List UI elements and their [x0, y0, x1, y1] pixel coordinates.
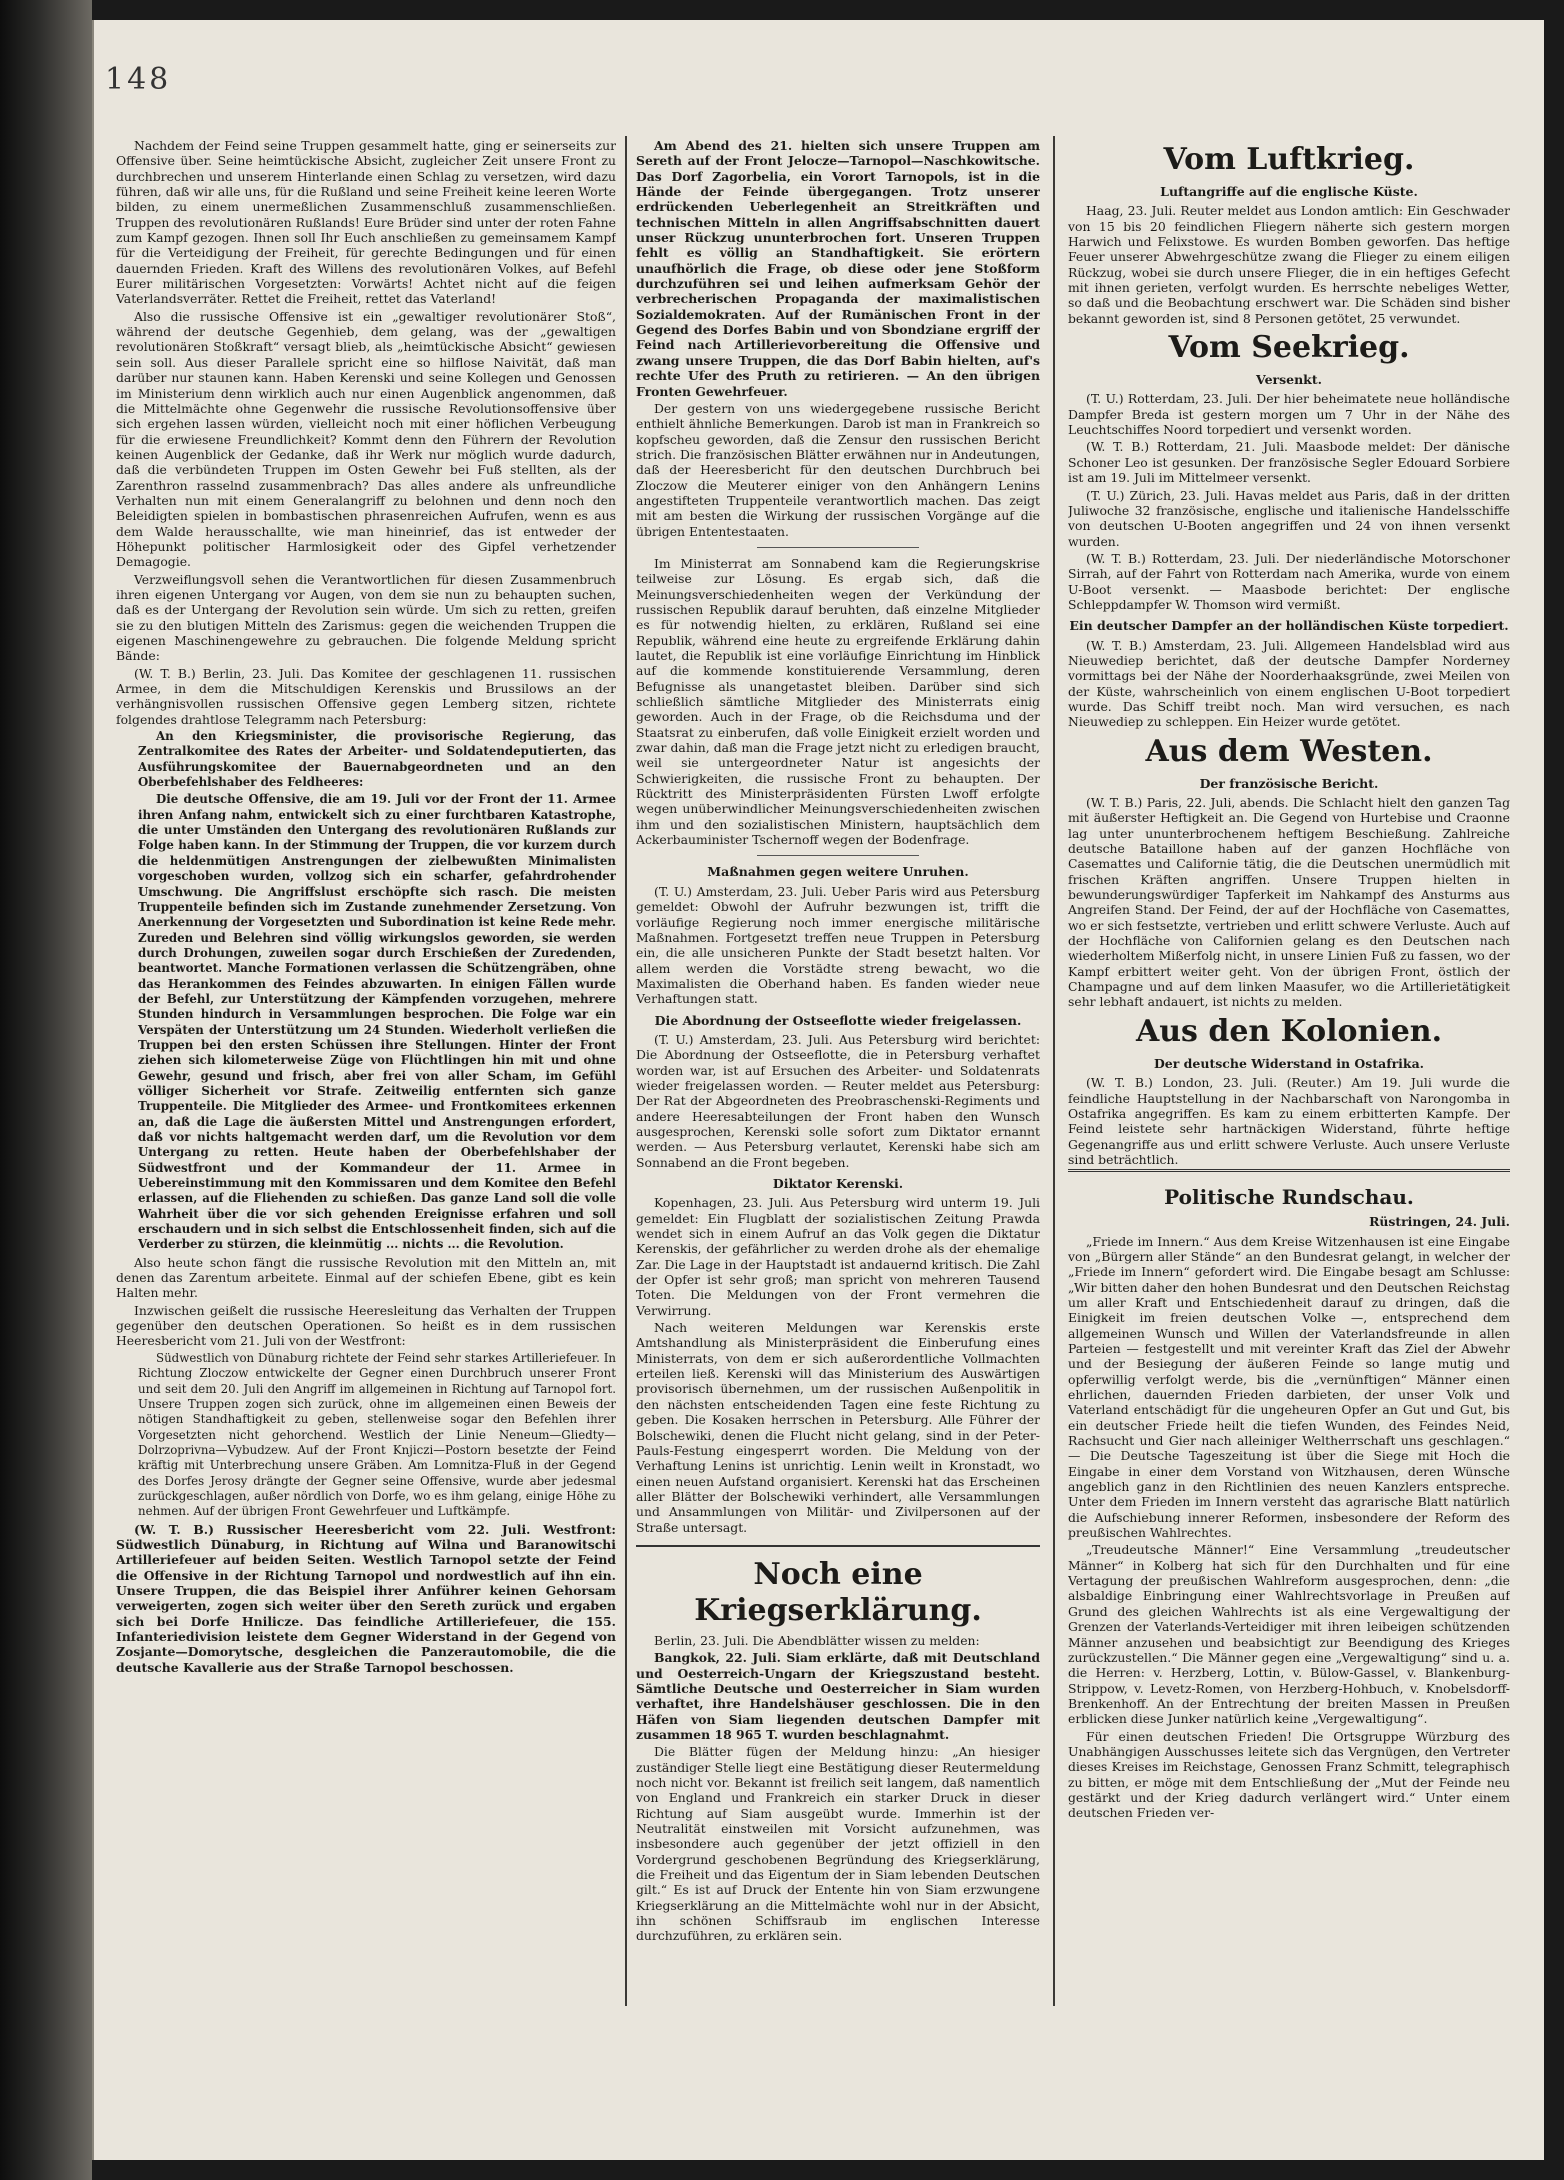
headline: Politische Rundschau. [1164, 1185, 1414, 1210]
headline: Aus dem Westen. [1145, 733, 1433, 769]
article-paragraph: (W. T. B.) Rotterdam, 23. Juli. Der niederländische Motorschoner Sirrah, auf der Fahrt von Rotterdam nach Amerika, wurde von einem U-Boot versenkt. — Maasbode berichtet: Der englische Schleppdampfer W. Thomson wird vermißt. [1068, 550, 1510, 612]
article-paragraph: Also heute schon fängt die russische Revolution mit den Mitteln an, mit denen das Zarentum arbeitete. Einmal auf der schiefen Ebene, gibt es kein Halten mehr. [116, 1254, 616, 1301]
article-paragraph: Für einen deutschen Frieden! Die Ortsgruppe Würzburg des Unabhängigen Ausschusses leitete sich das Vergnügen, den Vertreter dieses Kreises im Reichstage, Genossen Franz Schmitt, telegraphisch zu bitten, er möge mit dem Entschließung der „Mut der Feinde neu gestärkt und der Krieg dadurch verlängert wird.“ Unter einem deutschen Frieden ver- [1068, 1728, 1510, 1821]
article-paragraph: (W. T. B.) Amsterdam, 23. Juli. Allgemeen Handelsblad wird aus Nieuwediep berichtet, daß der deutsche Dampfer Norderney vormittags bei der Nähe der Noorderhaaksgründe, zwei Meilen von der Küste, wahrscheinlich von einem englischen U-Boot torpediert wurde. Das Schiff treibt noch. Man wird versuchen, es nach Nieuwediep zu schleppen. Ein Heizer wurde getötet. [1068, 637, 1510, 730]
article-paragraph: (W. T. B.) London, 23. Juli. (Reuter.) Am 19. Juli wurde die feindliche Hauptstellung in der Nachbarschaft von Narongomba in Ostafrika angegriffen. Es kam zu einem erbitterten Kampfe. Der Feind leistete sehr hartnäckigen Widerstand, führte heftige Gegenangriffe aus und erlitt schwere Verluste. Auch unsere Verluste sind beträchtlich. [1068, 1075, 1510, 1167]
section-subheading: Der französische Bericht. [1199, 775, 1379, 791]
army-report: Südwestlich von Dünaburg richtete der Feind sehr starkes Artilleriefeuer. In Richtung Zloczow entwickelte der Gegner einen Durchbruch unserer Front und seit dem 20. Juli den Angriff im allgemeinen in Richtung auf Tarnopol fort. Unsere Truppen zogen sich zurück, ohne im allgemeinen einen Beweis der nötigen Standhaftigkeit zu geben, stellenweise sogar den Befehlen ihrer Vorgesetzten nicht gehorchend. Westlich der Linie Neneum—Gliedty—Dolrzoprivna—Vybudzew. Auf der Front Knjiczi—Postorn besetzte der Feind kräftig mit Unterbrechung unsere Gräben. Am Lomnitza-Fluß in der Gegend des Dorfes Jerosy drängte der Gegner seine Offensive, wurde aber jedesmal zurückgeschlagen, außer nördlich von Dorfe, wo es ihm gelang, einige Höhe zu nehmen. Auf der übrigen Front Gewehrfeuer und Luftkämpfe. [138, 1350, 616, 1519]
article-paragraph: Kopenhagen, 23. Juli. Aus Petersburg wird unterm 19. Juli gemeldet: Ein Flugblatt der sozialistischen Zeitung Prawda wendet sich in einem Aufruf an das Volk gegen die Diktatur Kerenskis, der gefährlicher zu werden drohe als der ehemalige Zar. Die Lage in der Hauptstadt ist andauernd kritisch. Die Zahl der Opfer ist sehr groß; man spricht von mehreren Tausend Toten. Die Meldungen von der Front vermehren die Verwirrung. [636, 1195, 1040, 1318]
article-paragraph: Im Ministerrat am Sonnabend kam die Regierungskrise teilweise zur Lösung. Es ergab sich, daß die Meinungsverschiedenheiten wegen der Verkündung der russischen Republik darauf beruhten, daß einzelne Mitglieder es für notwendig hielten, zu erklären, Rußland sei eine Republik, während eine heute zu ergreifende Erklärung dahin lautet, die Republik ist eine vorläufige Einrichtung im Hinblick auf die kommende konstituierende Versammlung, deren Befugnisse als unangetastet bleiben. Darüber sind sich schließlich sämtliche Mitglieder des Ministerrats einig geworden. Auch in der Frage, ob die Reichsduma und der Staatsrat zu einberufen, daß volle Einigkeit erzielt worden und zwar dahin, daß man die Frage jetzt nicht zu erledigen braucht, weil sie untergeordneter Natur ist angesichts der Schwierigkeiten, die russische Front zu behaupten. Der Rücktritt des Ministerpräsidenten Fürsten Lwoff erfolgte wegen unüberwindlicher Meinungsverschiedenheiten zwischen ihm und den sozialistischen Ministern, hauptsächlich dem Ackerbauminister Tschernoff wegen der Bodenfrage. [636, 555, 1040, 848]
article-paragraph: Haag, 23. Juli. Reuter meldet aus London amtlich: Ein Geschwader von 15 bis 20 feindlichen Fliegern näherte sich gestern morgen Harwich und Felixstowe. Es wurden Bomben geworfen. Das heftige Feuer unserer Abwehrgeschütze zwang die Flieger zu einem eiligen Rückzug, wobei sie durch unsere Flieger, die in ein heftiges Gefecht mit ihnen gerieten, verfolgt wurden. Es herrschte nebeliges Wetter, so daß und die Beobachtung erschwert war. Die Schäden sind bisher bekannt geworden ist, sind 8 Personen getötet, 25 verwundet. [1068, 203, 1510, 326]
article-paragraph: Nachdem der Feind seine Truppen gesammelt hatte, ging er seinerseits zur Offensive über. Seine heimtückische Absicht, zugleicher Zeit unsere Front zu durchbrechen und unserem Hinterlande einen Schlag zu versetzen, wird dazu führen, daß wir alle uns, für die Rußland und seine Freiheit keine leeren Worte bilden, zu einem unermeßlichen Zusammenschluß zusammenschließen. Truppen des revolutionären Rußlands! Eure Brüder sind unter der roten Fahne zum Kampf gezogen. Ihnen soll Ihr Euch anschließen zu gemeinsamem Kampf für die Verteidigung der Freiheit, für gerechte Bedingungen und für einen dauernden Frieden. Kraft des Willens des revolutionären Volkes, auf Befehl Eurer militärischen Vorgesetzten: Vorwärts! Achtet nicht auf die feigen Vaterlandsverräter. Rettet die Freiheit, rettet das Vaterland! [116, 138, 616, 307]
telegram-body: Die deutsche Offensive, die am 19. Juli vor der Front der 11. Armee ihren Anfang nahm, entwickelt sich zu einer furchtbaren Katastrophe, die unter Umständen den Untergang des revolutionären Rußlands zur Folge haben kann. In der Stimmung der Truppen, die vor kurzem durch die heldenmütigen Anstrengungen der zielbewußten Minimalisten vorgeschoben wurden, vollzog sich ein scharfer, gefahrdrohender Umschwung. Die Angriffslust erschöpfte sich rasch. Die meisten Truppenteile befinden sich im Zustande zunehmender Zersetzung. Von Anerkennung der Vorgesetzten und Subordination ist keine Rede mehr. Zureden und Belehren sind völlig wirkungslos geworden, sie werden durch Drohungen, zuweilen sogar durch Erschießen der Zuredenden, beantwortet. Manche Formationen verlassen die Schützengräben, ohne das Herankommen des Feindes abzuwarten. In einigen Fällen wurde der Befehl, zur Unterstützung der Kämpfenden vorzugehen, mehrere Stunden hindurch in Versammlungen besprochen. Die Folge war ein Verspäten der Unterstützung um 24 Stunden. Wiederholt verließen die Truppen bei den ersten Schüssen ihre Stellungen. Hinter der Front ziehen sich kilometerweise Züge von Flüchtlingen hin mit und ohne Gewehr, gesund und frisch, aber frei von aller Scham, im Gefühl völliger Sicherheit vor Strafe. Zeitweilig entfernten sich ganze Truppenteile. Die Mitglieder des Armee- und Frontkomitees erkennen an, daß die Lage die äußersten Mittel und Anstrengungen erfordert, daß vor nichts haltgemacht werden darf, um die Revolution vor dem Untergang zu retten. Heute haben der Oberbefehlshaber der Südwestfront und der Kommandeur der 11. Armee in Uebereinstimmung mit den Kommissaren und dem Komitee den Befehl erlassen, auf die Fliehenden zu schießen. Das ganze Land soll die volle Wahrheit über die vor sich gehenden Ereignisse erfahren und soll erschaudern und in sich selbst die Entschlossenheit finden, sich auf die Verderber zu stürzen, die kleinmütig ... nichts ... die Revolution. [138, 792, 616, 1252]
article-paragraph: Berlin, 23. Juli. Die Abendblätter wissen zu melden: [654, 1632, 980, 1648]
section-subheading: Luftangriffe auf die englische Küste. [1160, 184, 1418, 199]
headline: Vom Luftkrieg. [1163, 142, 1415, 177]
article-paragraph: Also die russische Offensive ist ein „gewaltiger revolutionärer Stoß“, während der deutsche Gegenhieb, dem gelang, was der „gewaltigen revolutionären Stoßkraft“ versagt blieb, als „heimtückische Absicht“ gewiesen sein soll. Aus dieser Parallele spricht eine so hilflose Naivität, daß man darüber nur staunen kann. Haben Kerenski und seine Kollegen und Genossen im Ministerium denn wirklich auch nur einen Augenblick angenommen, daß die Mittelmächte ohne Gegenwehr die russische Revolutionsoffensive über sich ergehen lassen würden, vielleicht noch mit einer höflichen Verbeugung für die erwiesene Freundlichkeit? Kommt denn den Führern der Revolution keinen Augenblick der Gedanke, daß ihr Werk nur möglich wurde dadurch, daß die verbündeten Truppen im Osten Gewehr bei Fuß stellten, als der Zarenthron rasselnd zusammenbrach? Das alles andere als unfreundliche Verhalten nun mit einem Generalangriff zu belohnen und denn noch den Beleidigten spielen in bombastischen phrasenreichen Aufrufen, wenn es aus dem Walde herausschallte, wie man hineinrief, das ist entweder der Höhepunkt politischer Harmlosigkeit oder des Gipfel verhetzender Demagogie. [116, 308, 616, 570]
column-1 [116, 138, 616, 2128]
section-heading: Die Abordnung der Ostseeflotte wieder freigelassen. [654, 1012, 1022, 1028]
column-2 [636, 138, 1040, 2128]
headline: Noch eine Kriegserklärung. [694, 1556, 982, 1628]
article-paragraph: Nach weiteren Meldungen war Kerenskis erste Amtshandlung als Ministerpräsident die Einberufung eines Ministerrats, von dem er sich außerordentliche Vollmachten erteilen ließ. Kerenski will das Ministerium des Auswärtigen provisorisch übernehmen, um der russischen Außenpolitik in den nächsten entscheidenden Tagen eine feste Richtung zu geben. Die Kosaken herrschen in Petersburg. Alle Führer der Bolschewiki, denen die Flucht nicht gelang, sind in der Peter-Pauls-Festung eingesperrt worden. Die Meldung von der Verhaftung Lenins ist unrichtig. Lenin weilt in Kronstadt, wo einen neuen Aufstand organisiert. Kerenski hat das Erscheinen aller Blätter der Bolschewiki verhindert, alle Versammlungen und Ansammlungen von Militär- und Zivilpersonen auf der Straße untersagt. [636, 1320, 1040, 1535]
book-binding [0, 0, 92, 2180]
article-paragraph: Am Abend des 21. hielten sich unsere Truppen am Sereth auf der Front Jelocze—Tarnopol—Naschkowitsche. Das Dorf Zagorbelia, ein Vorort Tarnopols, ist in die Hände der Feinde übergegangen. Trotz unserer erdrückenden Ueberlegenheit an Streitkräften und technischen Mitteln in allen Angriffsabschnitten dauert unser Rückzug ununterbrochen fort. Unseren Truppen fehlt es völlig an Standhaftigkeit. Sie erörtern unaufhörlich die Frage, ob diese oder jene Stoßform durchzuführen sei und leihen aufmerksam Gehör der verbrecherischen Propaganda der maximalistischen Sozialdemokraten. Auf der Rumänischen Front in der Gegend des Dorfes Babin und von Sbondziane ergriff der Feind nach Artillerievorbereitung die Offensive und zwang unsere Truppen, die das Dorf Babin hielten, auf's rechte Ufer des Pruth zu retirieren. — An den übrigen Fronten Gewehrfeuer. [636, 138, 1040, 399]
article-paragraph: (W. T. B.) Berlin, 23. Juli. Das Komitee der geschlagenen 11. russischen Armee, in dem die Mitschuldigen Kerenskis und Brussilows an der verhängnisvollen russischen Offensive gegen Lemberg sitzen, richtete folgendes drahtlose Telegramm nach Petersburg: [116, 665, 616, 727]
headline: Aus den Kolonien. [1135, 1013, 1443, 1049]
article-paragraph: (W. T. B.) Rotterdam, 21. Juli. Maasbode meldet: Der dänische Schoner Leo ist gesunken. Der französische Segler Edouard Sorbiere ist am 19. Juli im Mittelmeer versenkt. [1068, 439, 1510, 486]
section-subheading: Der deutsche Widerstand in Ostafrika. [1153, 1055, 1425, 1071]
article-paragraph: Verzweiflungsvoll sehen die Verantwortlichen für diesen Zusammenbruch ihren eigenen Untergang vor Augen, von dem sie nun zu behaupten suchen, daß es der Untergang der Revolution sein würde. Um sich zu retten, greifen sie zu den blutigen Mitteln des Zarismus: gegen die weichenden Truppen die eigenen Maschinengewehre zu gebrauchen. Die folgende Meldung spricht Bände: [116, 571, 616, 664]
column-rule [1053, 136, 1055, 2006]
article-paragraph: Der gestern von uns wiedergegebene russische Bericht enthielt ähnliche Bemerkungen. Darob ist man in Frankreich so kopfscheu geworden, daß die Zensur den russischen Bericht strich. Die französischen Blätter erwähnen nur in Andeutungen, daß der Heeresbericht für den deutschen Durchbruch bei Zloczow die Meuterer einiger von den Anhängern Lenins angestifteten Truppenteile verantwortlich machen. Das zeigt mit am besten die Wirkung der russischen Vorgänge auf die übrigen Ententestaaten. [636, 400, 1040, 539]
column-3 [1068, 138, 1510, 2128]
article-paragraph: „Treudeutsche Männer!“ Eine Versammlung „treudeutscher Männer“ in Kolberg hat sich für den Durchhalten und für eine Vertagung der preußischen Wahlreform ausgesprochen, denn: „die alsbaldige Einbringung einer Wahlrechtsvorlage in Preußen auf Grund des gleichen Wahlrechts ist als eine Vergewaltigung der Grenzen der Vaterlands-Verteidiger mit ihren leibeigen schützenden Männer anzusehen und beabsichtigt zur Beendigung des Krieges zurückzustellen.“ Die Männer gegen eine „Vergewaltigung“ sind u. a. die Herren: v. Herzberg, Lottin, v. Bülow-Gassel, v. Blankenburg-Strippow, v. Levetz-Romen, von Herzberg-Hohbuch, v. Knobelsdorff-Brenkenhoff. An der Entrechtung der breiten Massen in Preußen erblicken diese Junker natürlich keine „Vergewaltigung“. [1068, 1542, 1510, 1727]
dateline: Rüstringen, 24. Juli. [1369, 1214, 1510, 1230]
article-paragraph: (T. U.) Rotterdam, 23. Juli. Der hier beheimatete neue holländische Dampfer Breda ist gestern morgen um 7 Uhr in der Nähe des Leuchtschiffes Noord torpediert und versenkt worden. [1068, 391, 1510, 438]
divider [757, 547, 919, 548]
section-subheading: Versenkt. [1256, 372, 1322, 388]
article-paragraph: (T. U.) Amsterdam, 23. Juli. Ueber Paris wird aus Petersburg gemeldet: Obwohl der Aufruhr bezwungen ist, trifft die vorläufige Regierung noch immer energische militärische Maßnahmen. Fortgesetzt treffen neue Truppen in Petersburg ein, die alle unsicheren Punkte der Stadt besetzt halten. Vor allem werden die Vorstädte streng bewacht, wo die Maximalisten die Oberhand haben. Es fanden wieder neue Verhaftungen statt. [636, 883, 1040, 1007]
article-paragraph: Die Blätter fügen der Meldung hinzu: „An hiesiger zuständiger Stelle liegt eine Bestätigung dieser Reutermeldung noch nicht vor. Bekannt ist freilich seit langem, daß namentlich von England und Frankreich ein starker Druck in dieser Richtung auf Siam ausgeübt wurde. Immerhin ist der Neutralität einstweilen mit Vorsicht aufzunehmen, was insbesondere auch gegenüber der jetzt offiziell in den Vordergrund geschobenen Begründung des Kriegserklärung, die Freiheit und das Eigentum der in Siam lebenden Deutschen gilt.“ Es ist auf Druck der Entente hin von Siam erzwungene Kriegserklärung an die Mittelmächte wohl nur in der Absicht, ihn schönen Schiffsraub im englischen Interesse durchzuführen, zu erklären sein. [636, 1744, 1040, 1944]
article-paragraph: „Friede im Innern.“ Aus dem Kreise Witzenhausen ist eine Eingabe von „Bürgern aller Stände“ an den Bundesrat gelangt, in welcher der „Friede im Innern“ gefordert wird. Die Eingabe besagt am Schlusse: „Wir bitten daher den hohen Bundesrat und den Deutschen Reichstag um aller Kraft und Entschiedenheit darauf zu dringen, daß die Einigkeit im freien deutschen Volke —, entsprechend dem allgemeinen Wunsch und Willen der Vaterlandsfreunde in allen Parteien — festgestellt und mit vereinter Kraft das Ziel der Abwehr und der Besiegung der äußeren Feinde so lange mutig und opferwillig verfolgt werde, bis die „vernünftigen“ Männer einen ehrlichen, dauernden Frieden darbieten, der unser Volk und Vaterland entschädigt für die ungeheuren Opfer an Gut und Gut, bis ein deutscher Friede heilt die tiefen Wunden, des Feindes Neid, Rachsucht und Gier nach alleiniger Weltherrschaft uns geschlagen.“ — Die Deutsche Tageszeitung ist über die Siege mit Hoch die Eingabe in einer dem Vorstand von Witzhausen, deren Wünsche angeblich ganz in den Richtlinien des neuen Kanzlers entspreche. Unter dem Frieden im Innern versteht das agrarische Blatt natürlich die Aufschiebung innerer Reformen, insbesondere der Reform des preußischen Wahlrechtes. [1068, 1233, 1510, 1541]
divider [636, 1545, 1040, 1547]
page-number: 148 [105, 62, 172, 97]
article-paragraph: Bangkok, 22. Juli. Siam erklärte, daß mit Deutschland und Oesterreich-Ungarn der Kriegszustand besteht. Sämtliche Deutsche und Oesterreicher in Siam wurden verhaftet, ihre Handelshäuser geschlossen. Die in den Häfen von Siam liegenden deutschen Dampfer mit zusammen 18 965 T. wurden beschlagnahmt. [636, 1650, 1040, 1742]
army-report: (W. T. B.) Russischer Heeresbericht vom 22. Juli. Westfront: Südwestlich Dünaburg, in Richtung auf Wilna und Baranowitschi Artilleriefeuer auf beiden Seiten. Westlich Tarnopol setzte der Feind die Offensive in der Richtung Tarnopol und nordwestlich auf ihn ein. Unsere Truppen, die das Beispiel ihrer Anführer keinen Gehorsam verweigerten, zogen sich weiter über den Sereth zurück und ergaben sich bei Dorfe Hnilicze. Das feindliche Artilleriefeuer, die 155. Infanteriedivision leistete dem Gegner Widerstand in der Gegend von Zosjante—Domorytsche, desgleichen die Panzerautomobile, die die deutsche Kavallerie aus der Straße Tarnopol beschossen. [116, 1521, 616, 1675]
article-paragraph: Inzwischen geißelt die russische Heeresleitung das Verhalten der Truppen gegenüber den deutschen Operationen. So heißt es in dem russischen Heeresbericht vom 21. Juli von der Westfront: [116, 1302, 616, 1349]
section-box [1068, 1169, 1510, 1229]
section-subheading: Ein deutscher Dampfer an der holländischen Küste torpediert. [1069, 618, 1509, 634]
section-heading: Diktator Kerenski. [772, 1176, 904, 1191]
article-paragraph: (T. U.) Amsterdam, 23. Juli. Aus Petersburg wird berichtet: Die Abordnung der Ostseeflotte, die in Petersburg verhaftet worden war, ist auf Ersuchen des Arbeiter- und Soldatenrats wieder freigelassen worden. — Reuter meldet aus Petersburg: Der Rat der Abgeordneten des Preobraschenski-Regiments und andere Heeresabteilungen der Front haben den Wunsch ausgesprochen, Kerenski solle sofort zum Diktator ernannt werden. — Aus Petersburg verlautet, Kerenski habe sich am Sonnabend an die Front begeben. [636, 1031, 1040, 1170]
section-heading: Maßnahmen gegen weitere Unruhen. [707, 864, 969, 880]
divider [757, 855, 919, 856]
telegram-address: An den Kriegsminister, die provisorische Regierung, das Zentralkomitee des Rates der Arbeiter- und Soldatendeputierten, das Ausführungskomitee der Bauernabgeordneten und an den Oberbefehlshaber des Feldheeres: [138, 729, 616, 790]
column-rule [625, 136, 627, 2006]
article-paragraph: (W. T. B.) Paris, 22. Juli, abends. Die Schlacht hielt den ganzen Tag mit äußerster Heftigkeit an. Die Gegend von Hurtebise und Craonne lag unter ununterbrochenem heftigem Beschießung. Zahlreiche deutsche Bataillone haben auf der ganzen Hochfläche von Casemattes und Californie tätig, die die Deutschen unermüdlich mit frischen Kräften angriffen. Unsere Truppen hielten in bewunderungswürdiger Tapferkeit im Nahkampf des Ansturms aus Angreifen Stand. Der Feind, der auf der Hochfläche von Casemattes, wo er sich festsetzte, vertrieben und erlitt schwere Verluste. Auch auf der Hochfläche von Californien gelang es den Deutschen nach wiederholtem Mißerfolg nicht, in unsere Linien Fuß zu fassen, wo der Kampf erbittert weiter geht. Von der übrigen Front, östlich der Champagne und auf dem linken Maasufer, wo die Artillerietätigkeit sehr lebhaft andauert, ist nichts zu melden. [1068, 795, 1510, 1010]
article-paragraph: (T. U.) Zürich, 23. Juli. Havas meldet aus Paris, daß in der dritten Juliwoche 32 französische, englische und italienische Handelsschiffe von deutschen U-Booten angegriffen und 24 von ihnen versenkt wurden. [1068, 487, 1510, 549]
headline: Vom Seekrieg. [1168, 330, 1410, 366]
